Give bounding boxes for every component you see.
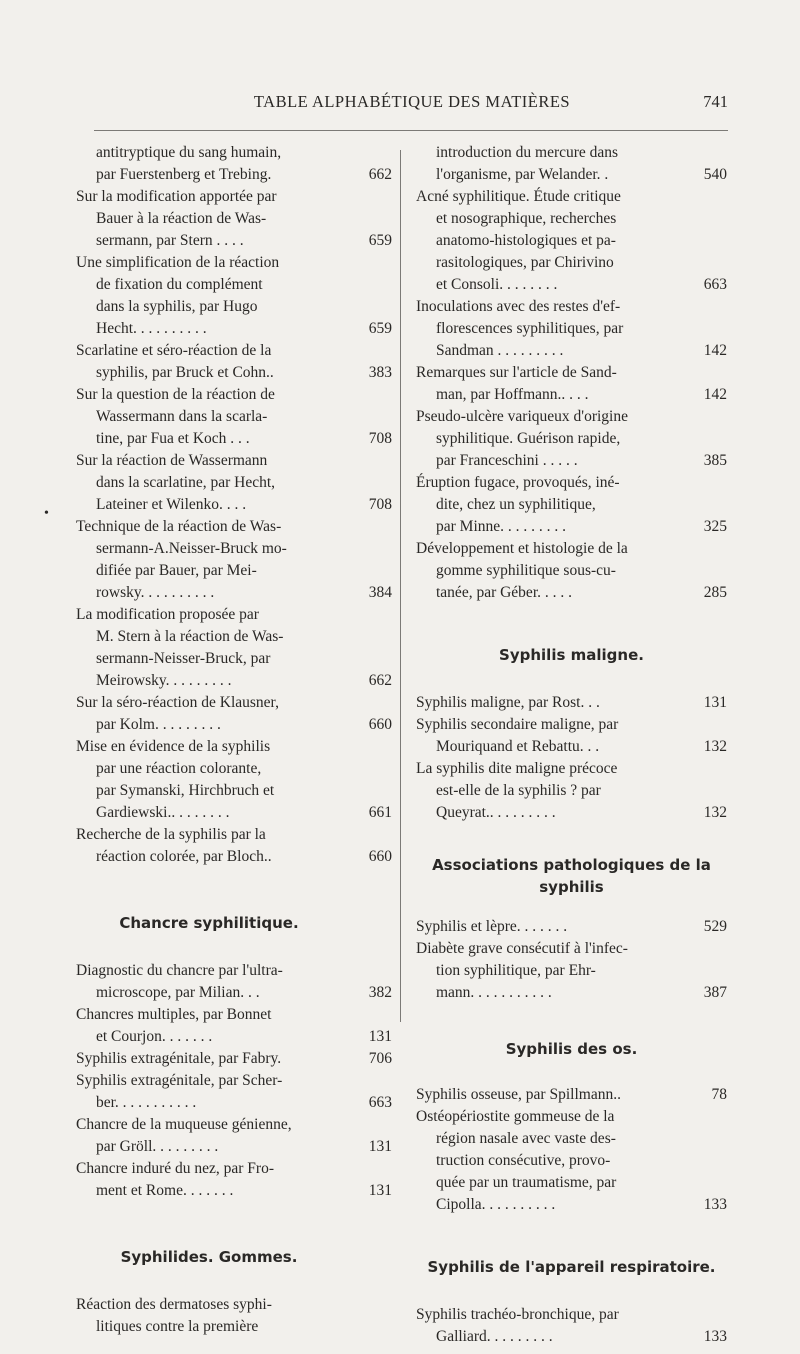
entry-line: Gardiewski.. . . . . . . .	[96, 804, 230, 821]
entry-line: sermann-A.Neisser-Bruck mo-	[96, 540, 287, 557]
entry-line: Diabète grave consécutif à l'infec-	[416, 940, 628, 957]
index-entry	[416, 296, 727, 362]
entry-page: 132	[703, 738, 727, 755]
entry-line: par Franceschini . . . . .	[436, 452, 578, 469]
entry-line: Syphilis maligne, par Rost. . .	[416, 694, 600, 711]
entry-page: 706	[368, 1050, 392, 1067]
entry-line: difiée par Bauer, par Mei-	[96, 562, 257, 579]
entry-line: ment et Rome. . . . . . .	[96, 1182, 234, 1199]
entry-line: Technique de la réaction de Was-	[76, 518, 282, 535]
section-heading: Syphilis de l'appareil respiratoire.	[427, 1258, 716, 1276]
entry-line: introduction du mercure dans	[436, 144, 619, 161]
right-column	[416, 142, 727, 1348]
entry-line: Sur la réaction de Wassermann	[76, 452, 268, 469]
entry-line: syphilis, par Bruck et Cohn..	[96, 364, 274, 381]
entry-line: Recherche de la syphilis par la	[76, 826, 266, 843]
index-entry	[76, 142, 392, 186]
index-entry	[416, 142, 727, 186]
index-entry	[416, 714, 727, 758]
entry-page: 660	[368, 848, 392, 865]
entry-line: Chancres multiples, par Bonnet	[76, 1006, 272, 1023]
entry-page: 662	[368, 672, 392, 689]
entry-page: 663	[368, 1094, 392, 1111]
entry-line: rowsky. . . . . . . . . .	[96, 584, 215, 601]
index-entry	[76, 252, 392, 340]
entry-line: région nasale avec vaste des-	[436, 1130, 616, 1147]
entry-page: 540	[703, 166, 727, 183]
entry-page: 384	[368, 584, 392, 601]
entry-line: syphilitique. Guérison rapide,	[436, 430, 621, 447]
entry-line: et Consoli. . . . . . . .	[436, 276, 558, 293]
index-entry	[416, 1106, 727, 1216]
entry-line: La modification proposée par	[76, 606, 259, 623]
entry-page: 708	[368, 496, 392, 513]
entry-page: 131	[368, 1138, 392, 1155]
entry-line: Pseudo-ulcère variqueux d'origine	[416, 408, 628, 425]
index-entry	[416, 692, 727, 714]
index-entry	[76, 1158, 392, 1202]
entry-page: 385	[703, 452, 727, 469]
entry-line: Syphilis secondaire maligne, par	[416, 716, 619, 733]
column-divider	[400, 150, 401, 1022]
entry-line: Syphilis osseuse, par Spillmann..	[416, 1086, 621, 1103]
entry-line: Hecht. . . . . . . . . .	[96, 320, 207, 337]
index-entry	[76, 186, 392, 252]
entry-line: Cipolla. . . . . . . . . .	[436, 1196, 556, 1213]
entry-line: Acné syphilitique. Étude critique	[416, 188, 621, 205]
entry-line: par Symanski, Hirchbruch et	[96, 782, 275, 799]
index-entry	[416, 362, 727, 406]
entry-page: 383	[368, 364, 392, 381]
entry-line: litiques contre la première	[96, 1318, 259, 1335]
entry-page: 133	[703, 1328, 727, 1345]
entry-line: florescences syphilitiques, par	[436, 320, 624, 337]
entry-line: Sur la question de la réaction de	[76, 386, 275, 403]
entry-line: microscope, par Milian. . .	[96, 984, 260, 1001]
entry-page: 132	[703, 804, 727, 821]
index-entry	[416, 758, 727, 824]
entry-page: 663	[703, 276, 727, 293]
entry-line: Chancre induré du nez, par Fro-	[76, 1160, 274, 1177]
entry-line: dans la syphilis, par Hugo	[96, 298, 258, 315]
section-heading: Syphilis maligne.	[499, 646, 644, 664]
header-rule	[94, 130, 728, 131]
entry-line: l'organisme, par Welander. .	[436, 166, 609, 183]
index-entry	[416, 406, 727, 472]
entry-line: Chancre de la muqueuse génienne,	[76, 1116, 292, 1133]
entry-line: Sandman . . . . . . . . .	[436, 342, 564, 359]
entry-line: Syphilis et lèpre. . . . . . .	[416, 918, 568, 935]
entry-line: Galliard. . . . . . . . .	[436, 1328, 553, 1345]
entry-line: Diagnostic du chancre par l'ultra-	[76, 962, 283, 979]
entry-line: et Courjon. . . . . . .	[96, 1028, 213, 1045]
entry-line: gomme syphilitique sous-cu-	[436, 562, 616, 579]
entry-line: par Minne. . . . . . . . .	[436, 518, 567, 535]
entry-page: 131	[368, 1028, 392, 1045]
entry-page: 78	[711, 1086, 727, 1103]
entry-line: anatomo-histologiques et pa-	[436, 232, 616, 249]
entry-line: Mouriquand et Rebattu. . .	[436, 738, 600, 755]
index-entry	[76, 1114, 392, 1158]
index-entry	[76, 604, 392, 692]
entry-page: 708	[368, 430, 392, 447]
index-entry	[76, 1048, 392, 1070]
index-entry	[416, 472, 727, 538]
index-entry	[416, 1304, 727, 1348]
entry-line: Bauer à la réaction de Was-	[96, 210, 267, 227]
entry-page: 285	[703, 584, 727, 601]
entry-page: 131	[368, 1182, 392, 1199]
margin-mark: •	[44, 506, 49, 521]
entry-line: mann. . . . . . . . . . .	[436, 984, 552, 1001]
index-entry	[76, 824, 392, 868]
index-entry	[416, 938, 727, 1004]
index-entry	[76, 1294, 342, 1338]
entry-line: par Kolm. . . . . . . . .	[96, 716, 221, 733]
index-entry	[76, 960, 392, 1004]
index-entry	[76, 1004, 392, 1048]
entry-line: man, par Hoffmann.. . . .	[436, 386, 589, 403]
index-entry	[76, 516, 392, 604]
entry-line: Syphilis trachéo-bronchique, par	[416, 1306, 619, 1323]
entry-page: 659	[368, 320, 392, 337]
index-entry	[416, 186, 727, 296]
section-heading: Syphilides. Gommes.	[120, 1248, 298, 1266]
entry-line: par une réaction colorante,	[96, 760, 262, 777]
entry-line: Éruption fugace, provoqués, iné-	[416, 474, 620, 491]
page-header	[96, 90, 728, 116]
entry-line: ber. . . . . . . . . . .	[96, 1094, 197, 1111]
index-entry	[76, 736, 392, 824]
entry-line: sermann, par Stern . . . .	[96, 232, 244, 249]
entry-line: Ostéopériostite gommeuse de la	[416, 1108, 615, 1125]
entry-page: 529	[703, 918, 727, 935]
entry-line: Une simplification de la réaction	[76, 254, 280, 271]
entry-line: est-elle de la syphilis ? par	[436, 782, 601, 799]
entry-line: Wassermann dans la scarla-	[96, 408, 268, 425]
entry-page: 382	[368, 984, 392, 1001]
entry-line: quée par un traumatisme, par	[436, 1174, 617, 1191]
entry-line: Meirowsky. . . . . . . . .	[96, 672, 232, 689]
entry-line: Syphilis extragénitale, par Fabry.	[76, 1050, 282, 1067]
section-heading: Syphilis des os.	[505, 1040, 638, 1058]
entry-line: antitryptique du sang humain,	[96, 144, 282, 161]
entry-page: 142	[703, 342, 727, 359]
entry-line: tine, par Fua et Koch . . .	[96, 430, 250, 447]
entry-line: Scarlatine et séro-réaction de la	[76, 342, 272, 359]
index-entry	[76, 340, 392, 384]
entry-line: tion syphilitique, par Ehr-	[436, 962, 596, 979]
entry-line: Sur la séro-réaction de Klausner,	[76, 694, 279, 711]
entry-page: 142	[703, 386, 727, 403]
entry-page: 131	[703, 694, 727, 711]
entry-page: 325	[703, 518, 727, 535]
entry-line: M. Stern à la réaction de Was-	[96, 628, 284, 645]
entry-line: Sur la modification apportée par	[76, 188, 277, 205]
index-entry	[416, 538, 727, 604]
entry-page: 133	[703, 1196, 727, 1213]
page-number: 741	[703, 92, 728, 111]
entry-line: tanée, par Géber. . . . .	[436, 584, 572, 601]
section-heading: Associations pathologiques de la	[432, 856, 711, 874]
entry-line: Lateiner et Wilenko. . . .	[96, 496, 247, 513]
entry-page: 387	[703, 984, 727, 1001]
entry-line: sermann-Neisser-Bruck, par	[96, 650, 271, 667]
running-title: TABLE ALPHABÉTIQUE DES MATIÈRES	[253, 92, 571, 111]
entry-line: dans la scarlatine, par Hecht,	[96, 474, 276, 491]
entry-line: Remarques sur l'article de Sand-	[416, 364, 617, 381]
left-column	[76, 142, 392, 1338]
index-entry	[76, 692, 392, 736]
entry-page: 661	[368, 804, 392, 821]
entry-line: La syphilis dite maligne précoce	[416, 760, 618, 777]
index-entry	[76, 384, 392, 450]
entry-line: truction consécutive, provo-	[436, 1152, 611, 1169]
index-entry	[76, 450, 392, 516]
entry-line: rasitologiques, par Chirivino	[436, 254, 614, 271]
entry-line: Réaction des dermatoses syphi-	[76, 1296, 272, 1313]
index-entry	[76, 1070, 392, 1114]
entry-line: Mise en évidence de la syphilis	[76, 738, 271, 755]
entry-line: dite, chez un syphilitique,	[436, 496, 596, 513]
entry-line: par Gröll. . . . . . . . .	[96, 1138, 219, 1155]
entry-line: Inoculations avec des restes d'ef-	[416, 298, 621, 315]
entry-line: Syphilis extragénitale, par Scher-	[76, 1072, 283, 1089]
index-entry	[416, 1084, 727, 1106]
entry-line: par Fuerstenberg et Trebing.	[96, 166, 272, 183]
entry-line: de fixation du complément	[96, 276, 263, 293]
entry-line: et nosographique, recherches	[436, 210, 617, 227]
entry-line: Queyrat.. . . . . . . . .	[436, 804, 556, 821]
entry-page: 659	[368, 232, 392, 249]
entry-line: réaction colorée, par Bloch..	[96, 848, 272, 865]
entry-page: 662	[368, 166, 392, 183]
entry-page: 660	[368, 716, 392, 733]
section-heading: syphilis	[539, 878, 604, 896]
entry-line: Développement et histologie de la	[416, 540, 628, 557]
index-entry	[416, 916, 727, 938]
section-heading: Chancre syphilitique.	[119, 914, 299, 932]
